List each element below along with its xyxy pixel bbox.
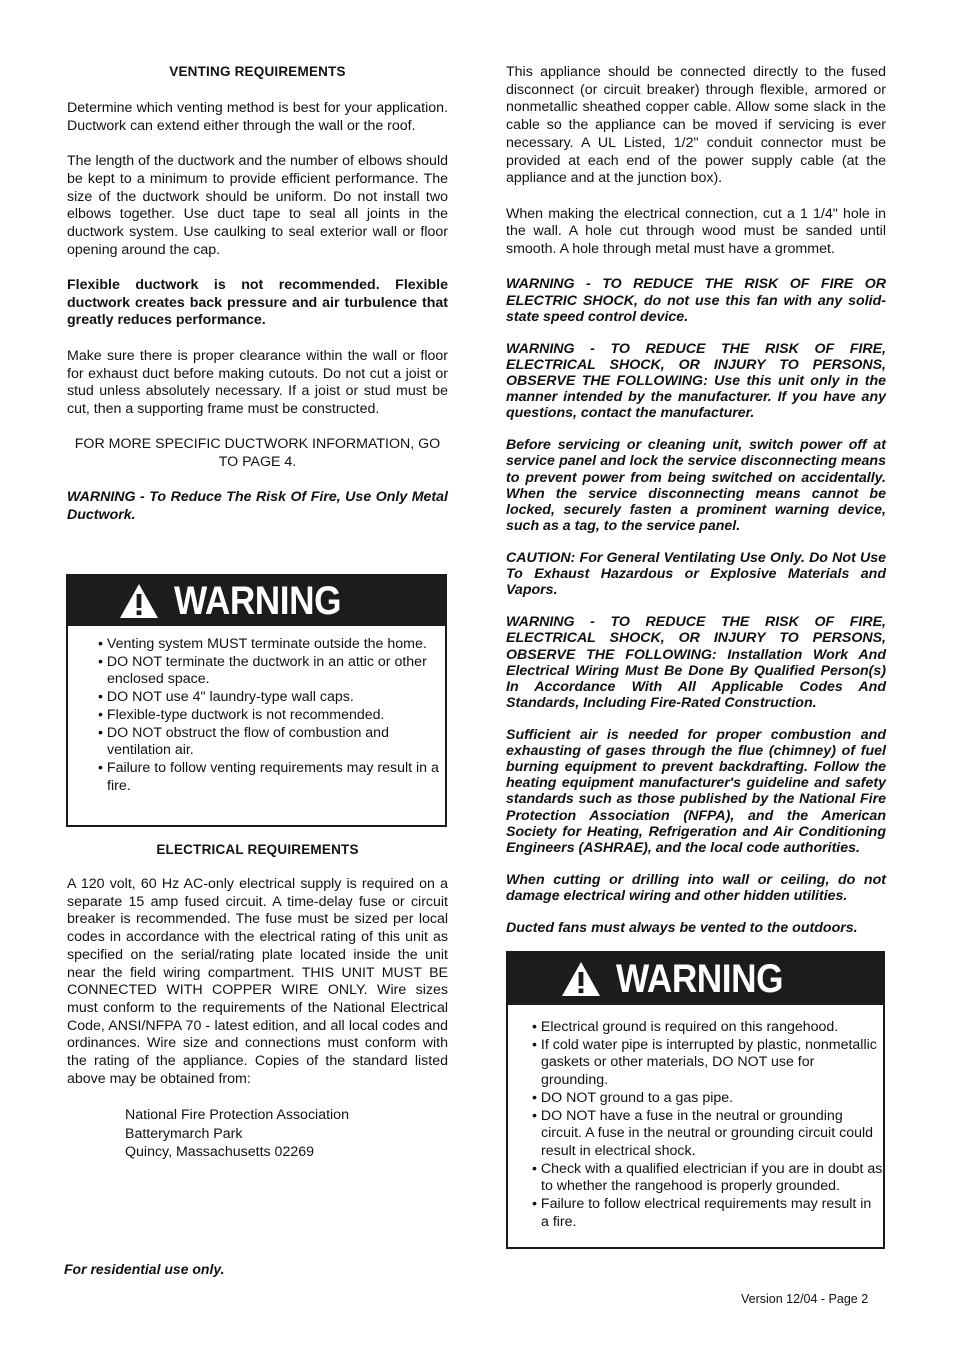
warning-triangle-icon bbox=[560, 960, 602, 998]
electrical-section bbox=[67, 842, 448, 1162]
warning-item: • DO NOT terminate the ductwork in an attic or other enclosed space. bbox=[92, 654, 445, 689]
drilling-notice: When cutting or drilling into wall or ceiling, do not damage electrical wiring and other hidden utilities. bbox=[506, 871, 886, 904]
solid-state-warning: WARNING - TO REDUCE THE RISK OF FIRE OR ELECTRIC SHOCK, do not use this fan with any solid-state speed control device. bbox=[506, 276, 886, 325]
servicing-warning: Before servicing or cleaning unit, switch power off at service panel and lock the service disconnecting means to prevent power from being switched on accidentally. When the service disconnecting means cannot be locked, securely fasten a prominent warning device, such as a tag, to the service panel. bbox=[506, 437, 886, 534]
address-line: National Fire Protection Association bbox=[125, 1107, 349, 1124]
warning-item: • Electrical ground is required on this rangehood. bbox=[526, 1019, 883, 1037]
warning-triangle-icon bbox=[118, 582, 160, 620]
address-line: Quincy, Massachusetts 02269 bbox=[125, 1144, 315, 1161]
warning-item: • Check with a qualified electrician if you are in doubt as to whether the rangehood is properly grounded. bbox=[526, 1161, 883, 1196]
warning-header bbox=[68, 576, 445, 626]
warning-item: • Failure to follow electrical requirements may result in a fire. bbox=[526, 1196, 883, 1231]
electrical-paragraph-1: A 120 volt, 60 Hz AC-only electrical supply is required on a separate 15 amp fused circuit. A time-delay fuse or circuit breaker is recommended. The fuse must be sized per local codes in accordance with the electrical rating of this unit as specified on the serial/rating plate located inside the unit near the field wiring compartment. THIS UNIT MUST BE CONNECTED WITH COPPER WIRE ONLY. Wire sizes must conform to the requirements of the National Electrical Code, ANSI/NFPA 70 - latest edition, and all local codes and ordinances. Wire size and connections must conform with the rating of the appliance. Copies of the standard listed above may be obtained from: bbox=[67, 876, 448, 1087]
venting-paragraph-4: Make sure there is proper clearance within the wall or floor for exhaust duct before making cutouts. Do not cut a joist or stud unless absolutely necessary. If a joist or stud must be cut, then a supporting frame must be constructed. bbox=[67, 347, 448, 417]
warning-item: • Venting system MUST terminate outside the home. bbox=[92, 636, 445, 654]
electrical-warning-box bbox=[506, 951, 885, 1249]
ductwork-info-note: FOR MORE SPECIFIC DUCTWORK INFORMATION, GO TO PAGE 4. bbox=[74, 436, 441, 470]
manner-intended-warning: WARNING - TO REDUCE THE RISK OF FIRE, ELECTRICAL SHOCK, OR INJURY TO PERSONS, OBSERVE THE FOLLOWING: Use this unit only in the manner intended by the manufacturer. If you have any questions, contact the manufacturer. bbox=[506, 340, 886, 422]
qualified-persons-warning: WARNING - TO REDUCE THE RISK OF FIRE, ELECTRICAL SHOCK, OR INJURY TO PERSONS, OBSERVE THE FOLLOWING: Installation Work And Electrical Wiring Must Be Done By Qualified Person(s) In Accordance With All Applicable Codes And Standards, Including Fire-Rated Construction. bbox=[506, 614, 886, 711]
residential-use-footer: For residential use only. bbox=[64, 1261, 225, 1277]
right-paragraph-1: This appliance should be connected directly to the fused disconnect (or circuit breaker) through flexible, armored or nonmetallic sheathed copper cable. Allow some slack in the cable so the appliance can be moved if servicing is ever necessary. A UL Listed, 1/2" conduit connector must be provided at each end of the power supply cable (at the appliance and at the junction box). bbox=[506, 64, 886, 187]
general-ventilating-caution: CAUTION: For General Ventilating Use Only. Do Not Use To Exhaust Hazardous or Explosive Materials and Vapors. bbox=[506, 550, 886, 599]
left-column bbox=[67, 64, 448, 525]
warning-item: • If cold water pipe is interrupted by plastic, nonmetallic gaskets or other materials, DO NOT use for grounding. bbox=[526, 1037, 883, 1090]
venting-paragraph-1: Determine which venting method is best for your application. Ductwork can extend either through the wall or the roof. bbox=[67, 100, 448, 134]
warning-title: WARNING bbox=[616, 956, 784, 1001]
warning-item: • DO NOT use 4" laundry-type wall caps. bbox=[92, 689, 445, 707]
warning-title: WARNING bbox=[174, 578, 342, 623]
address-line: Batterymarch Park bbox=[125, 1125, 243, 1142]
warning-item: • Flexible-type ductwork is not recommended. bbox=[92, 707, 445, 725]
page-version: Version 12/04 - Page 2 bbox=[741, 1292, 869, 1306]
metal-ductwork-warning: WARNING - To Reduce The Risk Of Fire, Use Only Metal Ductwork. bbox=[67, 489, 448, 524]
warning-item: • Failure to follow venting requirements may result in a fire. bbox=[92, 760, 445, 795]
venting-paragraph-3: Flexible ductwork is not recommended. Flexible ductwork creates back pressure and air turbulence that greatly reduces performance. bbox=[67, 277, 448, 329]
venting-paragraph-2: The length of the ductwork and the number of elbows should be kept to a minimum to provide efficient performance. The size of the ductwork should be uniform. Do not install two elbows together. Use duct tape to seal all joints in the ductwork system. Use caulking to seal exterior wall or floor opening around the cap. bbox=[67, 153, 448, 258]
electrical-heading: ELECTRICAL REQUIREMENTS bbox=[156, 842, 359, 857]
electrical-warning-list bbox=[508, 1005, 883, 1231]
venting-warning-list bbox=[68, 626, 445, 795]
vent-outdoors-notice: Ducted fans must always be vented to the outdoors. bbox=[506, 920, 858, 937]
nfpa-address bbox=[67, 1106, 448, 1162]
warning-item: • DO NOT have a fuse in the neutral or grounding circuit. A fuse in the neutral or grounding circuit could result in electrical shock. bbox=[526, 1108, 883, 1161]
venting-heading: VENTING REQUIREMENTS bbox=[169, 64, 346, 79]
combustion-air-notice: Sufficient air is needed for proper combustion and exhausting of gases through the flue (chimney) of fuel burning equipment to prevent backdrafting. Follow the heating equipment manufacturer's guideline and safety standards such as those published by the National Fire Protection Association (NFPA), and the American Society for Heating, Refrigeration and Air Conditioning Engineers (ASHRAE), and the local code authorities. bbox=[506, 727, 886, 856]
warning-item: • DO NOT ground to a gas pipe. bbox=[526, 1090, 883, 1108]
venting-warning-box bbox=[66, 574, 447, 827]
right-column bbox=[506, 64, 886, 936]
warning-header bbox=[508, 953, 883, 1005]
right-paragraph-2: When making the electrical connection, cut a 1 1/4" hole in the wall. A hole cut through wood must be sanded until smooth. A hole through metal must have a grommet. bbox=[506, 205, 886, 258]
warning-item: • DO NOT obstruct the flow of combustion and ventilation air. bbox=[92, 725, 445, 760]
